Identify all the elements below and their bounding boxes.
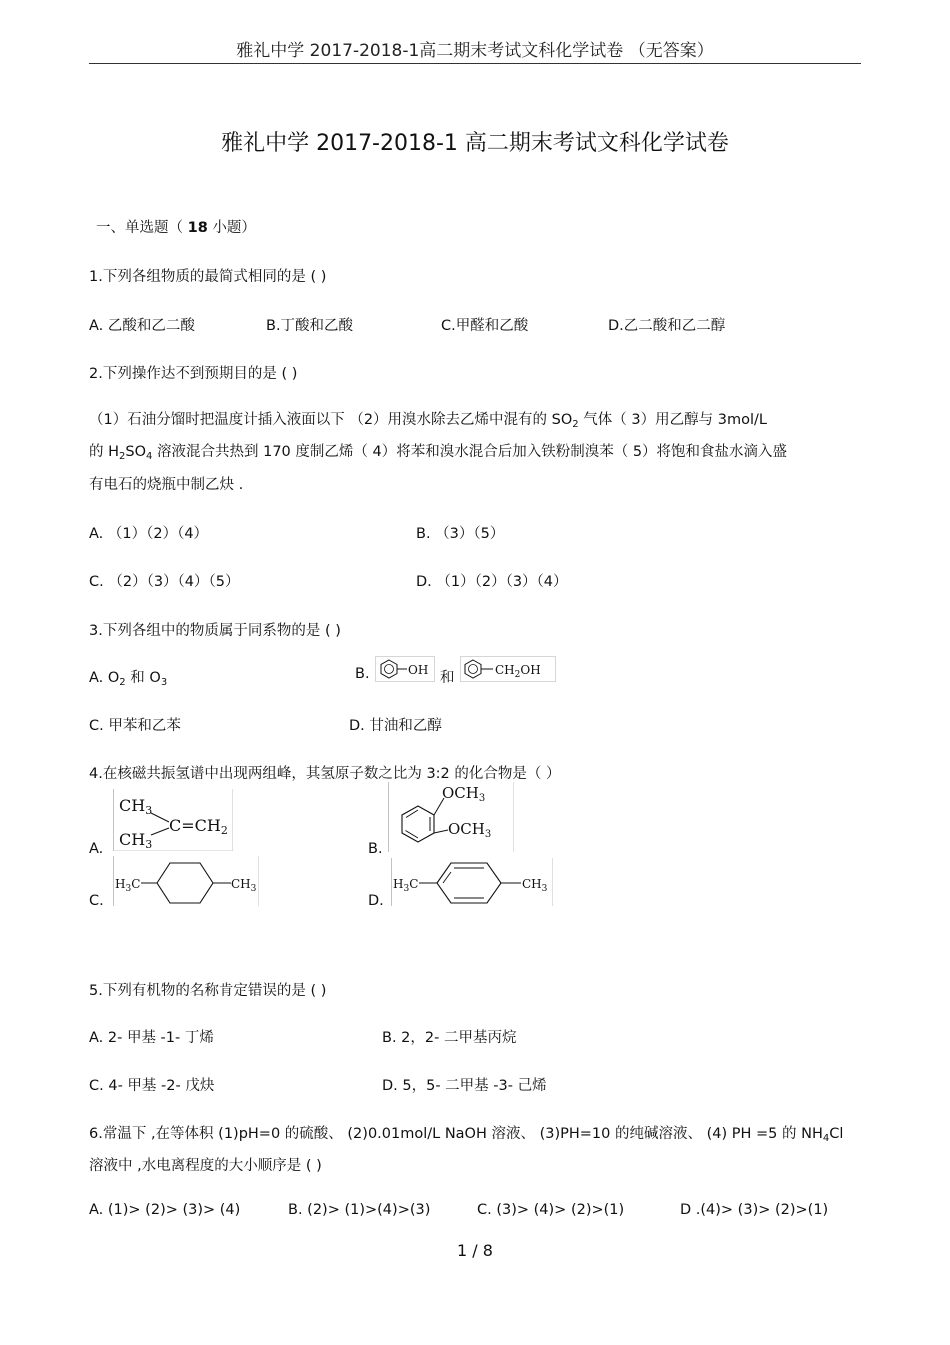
benzyl-alcohol-structure: [460, 656, 556, 682]
q5-option-d: D. 5，5- 二甲基 -3- 己烯: [382, 1078, 547, 1094]
svg-text:CH3: [522, 877, 548, 894]
q2-line2-subscript-1: 2: [119, 451, 126, 462]
q3-optA-subscript-1: 2: [119, 677, 126, 688]
svg-text:C=CH2: [169, 816, 228, 837]
xylene-h3c-h: H: [393, 877, 404, 891]
dimethylcyclohexane-structure: [113, 856, 259, 906]
isobutylene-ch3-bottom: CH: [119, 830, 146, 849]
isobutylene-ch2-subscript: 2: [220, 824, 228, 837]
document-title: 雅礼中学 2017-2018-1 高二期末考试文科化学试卷: [221, 131, 729, 156]
q2-option-a: A. （1）（2）（4）: [89, 526, 209, 542]
q3-option-b-and: 和: [440, 670, 455, 686]
q2-option-d: D. （1）（2）（3）（4）: [416, 574, 568, 590]
q5-stem: 5.下列有机物的名称肯定错误的是 ( ): [89, 983, 327, 999]
q4-option-b-label: B.: [368, 841, 383, 857]
q6-option-d: D .(4)> (3)> (2)>(1): [680, 1202, 829, 1218]
dimethoxybenzene-structure: [388, 782, 514, 852]
svg-text:H3C: [393, 877, 418, 894]
p-xylene-structure: [391, 858, 553, 906]
q3-optA-text-b: 和 O: [125, 670, 161, 686]
q4-option-d-label: D.: [368, 893, 384, 909]
q3-option-c: C. 甲苯和乙苯: [89, 718, 181, 734]
q3-option-d: D. 甘油和乙醇: [349, 718, 442, 734]
q5-option-b: B. 2，2- 二甲基丙烷: [382, 1030, 517, 1046]
q2-body-line-3: 有电石的烧瓶中制乙炔 .: [89, 477, 244, 493]
q3-stem: 3.下列各组中的物质属于同系物的是 ( ): [89, 623, 341, 639]
methoxy-top-subscript: 3: [478, 793, 486, 804]
q5-option-c: C. 4- 甲基 -2- 戊炔: [89, 1078, 215, 1094]
methoxy-top-label: OCH: [442, 784, 479, 802]
q4-stem: 4.在核磁共振氢谱中出现两组峰，其氢原子数之比为 3:2 的化合物是（ ）: [89, 766, 561, 782]
benzyl-oh-label: OH: [520, 663, 541, 677]
q1-stem: 1.下列各组物质的最简式相同的是 ( ): [89, 269, 327, 285]
q5-option-a: A. 2- 甲基 -1- 丁烯: [89, 1030, 214, 1046]
q6-option-b: B. (2)> (1)>(4)>(3): [288, 1202, 431, 1218]
q2-line1-subscript: 2: [572, 419, 579, 430]
q3-optA-subscript-2: 3: [160, 677, 168, 688]
q6-line1-text-b: Cl: [829, 1126, 844, 1142]
q6-option-a: A. (1)> (2)> (3)> (4): [89, 1202, 241, 1218]
q2-option-b: B. （3）（5）: [416, 526, 505, 542]
benzyl-ch2-subscript: 2: [514, 670, 521, 680]
svg-text:CH2OH: [495, 663, 541, 680]
q6-stem-line-1: [89, 1122, 843, 1144]
benzyl-ch2-label: CH: [495, 663, 515, 677]
q2-line2-subscript-2: 4: [146, 451, 153, 462]
q6-stem-line-2: 溶液中 ,水电离程度的大小顺序是 ( ): [89, 1158, 322, 1174]
q2-line1-text-a: （1）石油分馏时把温度计插入液面以下 （2）用溴水除去乙烯中混有的 SO: [89, 412, 573, 428]
q2-body-line-2: [89, 440, 787, 462]
svg-text:CH3: [119, 796, 152, 817]
section-label-a: 一、单选题（: [96, 220, 188, 236]
svg-text:CH3: [231, 877, 257, 894]
xylene-ch3-label: CH: [522, 877, 542, 891]
phenol-oh-label: OH: [408, 663, 429, 677]
section-count: 18: [187, 220, 208, 236]
q2-line1-text-b: 气体（ 3）用乙醇与 3mol/L: [578, 412, 767, 428]
methoxy-bottom-label: OCH: [448, 820, 485, 838]
page-number: 1 / 8: [457, 1241, 493, 1260]
q2-line2-text-c: 溶液混合共热到 170 度制乙烯（ 4）将苯和溴水混合后加入铁粉制溴苯（ 5）将饱和食盐水滴入盛: [152, 444, 788, 460]
isobutylene-c-ch2-label: C=CH: [169, 816, 221, 835]
svg-text:OCH3: [448, 820, 491, 840]
q3-option-b-label: B.: [355, 666, 370, 682]
svg-text:H3C: [115, 877, 140, 894]
q2-line2-text-a: 的 H: [89, 444, 120, 460]
isobutylene-ch3-top: CH: [119, 796, 146, 815]
q6-line1-subscript: 4: [822, 1133, 830, 1144]
q6-option-c: C. (3)> (4)> (2)>(1): [477, 1202, 625, 1218]
q3-optA-text-a: A. O: [89, 670, 120, 686]
running-header: 雅礼中学 2017-2018-1高二期末考试文科化学试卷 （无答案）: [236, 41, 714, 61]
cyclohexane-ch3-label: CH: [231, 877, 251, 891]
q1-option-a: A. 乙酸和乙二酸: [89, 318, 195, 334]
q2-stem: 2.下列操作达不到预期目的是 ( ): [89, 366, 298, 382]
q1-option-b: B.丁酸和乙酸: [266, 318, 354, 334]
cyclohexane-h3c-c: C: [131, 877, 141, 891]
q1-option-c: C.甲醛和乙酸: [441, 318, 529, 334]
q3-option-a: [89, 666, 167, 688]
svg-text:CH3: [119, 830, 152, 851]
xylene-ch3-subscript: 3: [541, 884, 548, 894]
q2-option-c: C. （2）（3）（4）（5）: [89, 574, 240, 590]
isobutylene-ch3-bottom-subscript: 3: [145, 838, 153, 851]
q4-option-a-label: A.: [89, 841, 104, 857]
isobutylene-structure: [113, 789, 233, 851]
q4-option-c-label: C.: [89, 893, 104, 909]
q1-option-d: D.乙二酸和乙二醇: [608, 318, 726, 334]
cyclohexane-h3c-h: H: [115, 877, 126, 891]
phenol-structure: [375, 656, 435, 682]
q6-line1-text-a: 6.常温下 ,在等体积 (1)pH=0 的硫酸、 (2)0.01mol/L NaOH 溶液、 (3)PH=10 的纯碱溶液、 (4) PH =5 的 NH: [89, 1126, 823, 1142]
xylene-h3c-c: C: [409, 877, 419, 891]
header-rule: [89, 63, 861, 64]
q2-body-line-1: [89, 408, 767, 430]
section-heading: [96, 216, 256, 237]
isobutylene-ch3-top-subscript: 3: [145, 804, 153, 817]
methoxy-bottom-subscript: 3: [484, 829, 492, 840]
q2-line2-text-b: SO: [125, 444, 147, 460]
section-label-b: 小题）: [207, 220, 256, 236]
cyclohexane-ch3-subscript: 3: [250, 884, 257, 894]
xylene-h3c-subscript: 3: [403, 884, 410, 894]
cyclohexane-h3c-subscript: 3: [125, 884, 132, 894]
svg-text:OCH3: [442, 784, 485, 804]
